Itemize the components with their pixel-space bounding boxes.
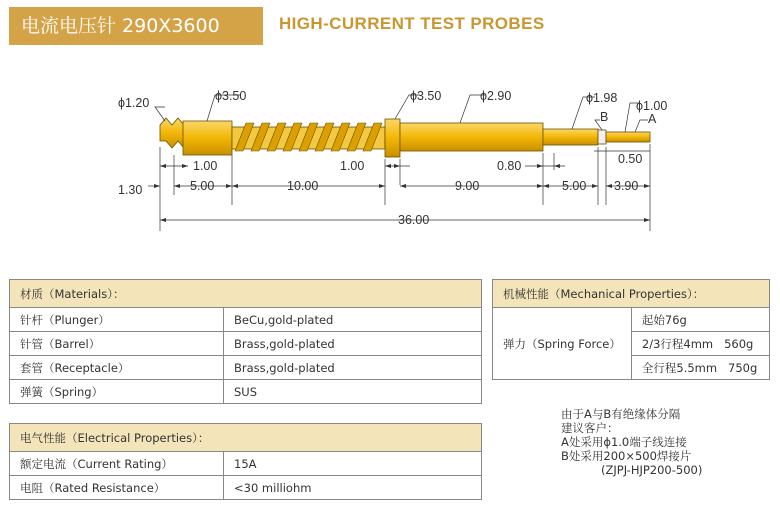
- electrical-value: <30 milliohm: [224, 476, 482, 500]
- spring-force-value: 2/3行程4mm 560g: [631, 332, 769, 356]
- dia-plunger-label: ϕ3.50: [215, 89, 247, 103]
- len-130-label: 1.30: [118, 183, 143, 197]
- product-title: 电流电压针 290X3600: [9, 7, 263, 45]
- note-line: (ZJPJ-HJP200-500): [601, 463, 703, 477]
- note-line: B处采用200×500焊接片: [561, 449, 692, 463]
- len-1000-label: 10.00: [287, 179, 319, 193]
- material-value: BeCu,gold-plated: [224, 308, 482, 332]
- spring-force-value: 全行程5.5mm 750g: [631, 356, 769, 380]
- note-line: 由于A与B有绝缘体分隔: [561, 407, 681, 421]
- materials-table: [9, 279, 482, 404]
- len-080-label: 0.80: [497, 159, 522, 173]
- dia-tip-label: ϕ1.20: [118, 96, 150, 110]
- dia-collar-label: ϕ3.50: [410, 89, 442, 103]
- electrical-value: 15A: [224, 452, 482, 476]
- mechanical-table: [492, 279, 770, 380]
- material-value: Brass,gold-plated: [224, 356, 482, 380]
- table-row: [10, 308, 482, 332]
- len-390-label: 3.90: [614, 179, 639, 193]
- barrel: [400, 123, 543, 151]
- material-value: SUS: [224, 380, 482, 404]
- contact-pin: [606, 132, 650, 142]
- len-total-label: 36.00: [398, 213, 430, 227]
- note-line: 建议客户：: [561, 421, 619, 435]
- material-value: Brass,gold-plated: [224, 332, 482, 356]
- table-row: [10, 380, 482, 404]
- len-100a-label: 1.00: [193, 159, 218, 173]
- spring-force-label: 弹力（Spring Force）: [493, 308, 632, 380]
- insulator: [598, 130, 606, 144]
- barrel-collar: [385, 119, 400, 157]
- table-row: [10, 332, 482, 356]
- note-line: A处采用ϕ1.0端子线连接: [561, 435, 687, 449]
- material-label: 针管（Barrel）: [10, 332, 224, 356]
- table-row: [10, 356, 482, 380]
- probe-body: [160, 118, 650, 157]
- point-a-label: A: [648, 112, 657, 126]
- spring-force-value: 起始76g: [631, 308, 769, 332]
- table-row: [10, 452, 482, 476]
- insulation-note: [561, 407, 702, 477]
- len-050-label: 0.50: [618, 152, 643, 166]
- electrical-label: 电阻（Rated Resistance）: [10, 476, 224, 500]
- electrical-header: 电气性能（Electrical Properties）：: [10, 424, 482, 452]
- mechanical-header: 机械性能（Mechanical Properties）：: [493, 280, 770, 308]
- len-500b-label: 5.00: [562, 179, 587, 193]
- product-title-english: HIGH-CURRENT TEST PROBES: [279, 14, 545, 33]
- material-label: 弹簧（Spring）: [10, 380, 224, 404]
- probe-drawing: [0, 55, 780, 235]
- electrical-table: [9, 423, 482, 500]
- len-900-label: 9.00: [455, 179, 480, 193]
- dia-barrel-label: ϕ2.90: [480, 89, 512, 103]
- material-label: 套管（Receptacle）: [10, 356, 224, 380]
- materials-header: 材质（Materials）：: [10, 280, 482, 308]
- electrical-label: 额定电流（Current Rating）: [10, 452, 224, 476]
- dia-pin-label: ϕ1.00: [636, 99, 668, 113]
- len-500a-label: 5.00: [190, 179, 215, 193]
- table-row: [10, 476, 482, 500]
- receptacle: [543, 129, 598, 145]
- table-row: [493, 308, 770, 332]
- material-label: 针杆（Plunger）: [10, 308, 224, 332]
- point-b-label: B: [600, 110, 609, 124]
- plunger-head: [183, 121, 232, 155]
- len-100b-label: 1.00: [340, 159, 365, 173]
- dia-receptacle-label: ϕ1.98: [586, 91, 618, 105]
